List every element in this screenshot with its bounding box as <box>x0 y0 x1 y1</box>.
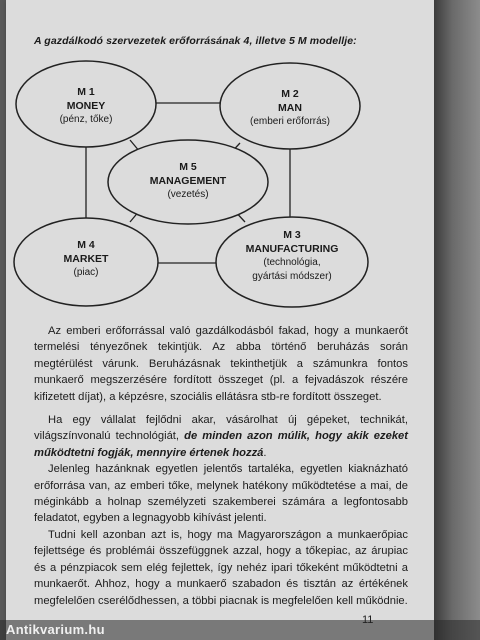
node-m4-code: M 4 <box>77 239 95 251</box>
node-m2-code: M 2 <box>281 88 299 100</box>
node-m3-desc1: (technológia, <box>263 257 321 268</box>
node-m5-name: MANAGEMENT <box>149 175 227 187</box>
paragraph-3: Jelenleg hazánknak egyetlen jelentős tartaléka, egyetlen kiaknázható erőforrása van, az emberi tőke, melynek hatékony működtetése a mai, de méginkább a holnap személyzeti szakemberei számára a legfontosabb feladatot, egyben a legnagyobb kihívást jelenti. <box>34 463 408 525</box>
node-m1-name: MONEY <box>66 100 106 112</box>
node-m3-desc2: gyártási módszer) <box>252 271 332 282</box>
paragraph-2-start: Ha egy vállalat fejlődni akar, vásárolhat új gépeket, technikát, világszínvonalú technológiát, <box>34 414 408 443</box>
node-m3 <box>222 228 362 284</box>
node-m1-code: M 1 <box>77 86 95 98</box>
node-m5-code: M 5 <box>179 161 197 173</box>
node-m1 <box>26 85 146 127</box>
node-m4 <box>26 238 146 280</box>
node-m2 <box>220 87 360 129</box>
node-m3-code: M 3 <box>283 229 301 241</box>
node-m4-name: MARKET <box>63 253 109 265</box>
watermark: Antikvarium.hu <box>0 620 480 640</box>
node-m1-desc: (pénz, tőke) <box>59 114 113 125</box>
node-m4-desc: (piac) <box>73 267 99 278</box>
paragraph-2-end: . <box>263 446 267 459</box>
body-text <box>34 323 408 609</box>
paragraph-2-emphasis: de minden azon múlik, hogy akik ezeket működtetni fogják, mennyire értenek hozzá <box>34 430 409 459</box>
node-m2-desc: (emberi erőforrás) <box>249 116 331 127</box>
node-m5-desc: (vezetés) <box>167 189 209 200</box>
paragraph-1: Az emberi erőforrással való gazdálkodásból fakad, hogy a munkaerőt termelési tényezőnek tekintjük. Az abba történő beruházás során megtérülést várunk. Beruházásnak tekinthetjük a számunkra fontos munkaerő megszerzésére fordított összeget (pl. a fejvadászok részére kifizetett díjat), a képzésre, szociális ellátásra stb-re fordított összeget. <box>34 325 408 403</box>
node-m3-name: MANUFACTURING <box>245 243 339 255</box>
paragraph-4: Tudni kell azonban azt is, hogy ma Magyarországon a munkaerőpiac fejlettsége és problémái összefüggnek azzal, hogy a tőkepiac, az árupiac és a pénzpiacok sem elég fejlettek, így nehéz ipari tőkeként működtetni a munkaerőt. Ahhoz, hogy a munkaerő szabadon és tisztán az értékének megfelelően cserélődhessen, a többi piacnak is megfelelően kell működnie. <box>34 528 408 607</box>
paragraph-2 <box>34 412 408 461</box>
section-heading: A gazdálkodó szervezetek erőforrásának 4, illetve 5 M modellje: <box>34 35 357 47</box>
node-m5 <box>118 160 258 202</box>
node-m2-name: MAN <box>278 102 302 114</box>
